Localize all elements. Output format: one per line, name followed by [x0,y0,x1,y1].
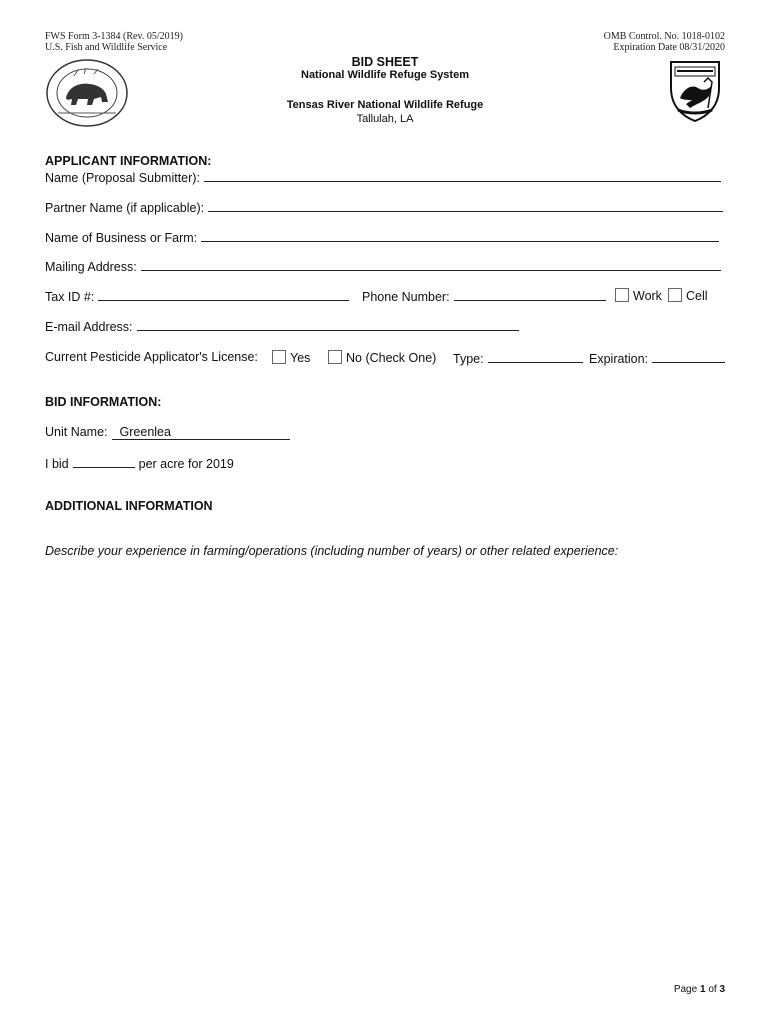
phone-field-row [362,288,606,304]
email-label: E-mail Address: [45,320,133,334]
cell-label: Cell [686,289,708,303]
unit-label: Unit Name: [45,425,108,439]
license-no-label: No (Check One) [346,351,437,365]
page-number [674,984,725,995]
work-option[interactable] [615,288,662,303]
agency-name: U.S. Fish and Wildlife Service [45,42,168,53]
experience-answer-area[interactable] [45,565,725,965]
type-field-row [453,350,583,366]
unit-field-row [45,425,290,440]
omb-control: OMB Control. No. 1018-0102 [603,31,725,42]
bid-amount-row [45,455,234,471]
type-label: Type: [453,352,484,366]
mailing-field-row [45,258,721,274]
business-input-line[interactable] [201,229,719,242]
expiration-date: Expiration Date 08/31/2020 [613,42,725,53]
applicant-heading: APPLICANT INFORMATION: [45,154,212,168]
document-title: BID SHEET [351,55,419,69]
name-input-line[interactable] [204,169,721,182]
taxid-label: Tax ID #: [45,290,95,304]
license-yes-checkbox[interactable] [272,350,286,364]
partner-field-row [45,199,723,215]
bid-amount-input-line[interactable] [73,455,135,468]
bid-suffix: per acre for 2019 [138,457,234,471]
name-field-row [45,169,721,185]
experience-prompt: Describe your experience in farming/operations (including number of years) or other related experience: [45,544,619,558]
business-label: Name of Business or Farm: [45,231,198,245]
cell-checkbox[interactable] [668,288,682,302]
taxid-field-row [45,288,349,304]
bid-heading: BID INFORMATION: [45,395,162,409]
license-expiration-input-line[interactable] [652,350,725,363]
email-field-row [45,318,519,334]
cell-option[interactable] [668,288,708,303]
document-subtitle: National Wildlife Refuge System [301,69,469,81]
license-yes-option[interactable] [272,350,310,365]
email-input-line[interactable] [137,318,519,331]
page-word: Page [673,984,698,995]
mailing-label: Mailing Address: [45,260,137,274]
work-label: Work [633,289,662,303]
refuge-location: Tallulah, LA [356,113,414,125]
phone-input-line[interactable] [454,288,606,301]
expiration-field-row [589,350,725,366]
type-input-line[interactable] [488,350,583,363]
refuge-name: Tensas River National Wildlife Refuge [286,99,484,111]
page-current: 1 [699,984,706,995]
license-yes-label: Yes [290,351,311,365]
work-checkbox[interactable] [615,288,629,302]
mailing-input-line[interactable] [141,258,721,271]
page-total: 3 [719,984,725,995]
form-number: FWS Form 3-1384 (Rev. 05/2019) [45,31,183,42]
license-label: Current Pesticide Applicator's License: [45,350,258,364]
unit-name-value[interactable]: Greenlea [112,425,290,440]
phone-label: Phone Number: [362,290,450,304]
additional-heading: ADDITIONAL INFORMATION [45,499,213,513]
business-field-row [45,229,719,245]
bid-prefix: I bid [45,457,69,471]
license-no-option[interactable] [328,350,436,365]
name-label: Name (Proposal Submitter): [45,171,200,185]
page-of: of [708,984,717,995]
taxid-input-line[interactable] [98,288,349,301]
partner-input-line[interactable] [208,199,723,212]
partner-label: Partner Name (if applicable): [45,201,205,215]
license-no-checkbox[interactable] [328,350,342,364]
license-expiration-label: Expiration: [589,352,649,366]
